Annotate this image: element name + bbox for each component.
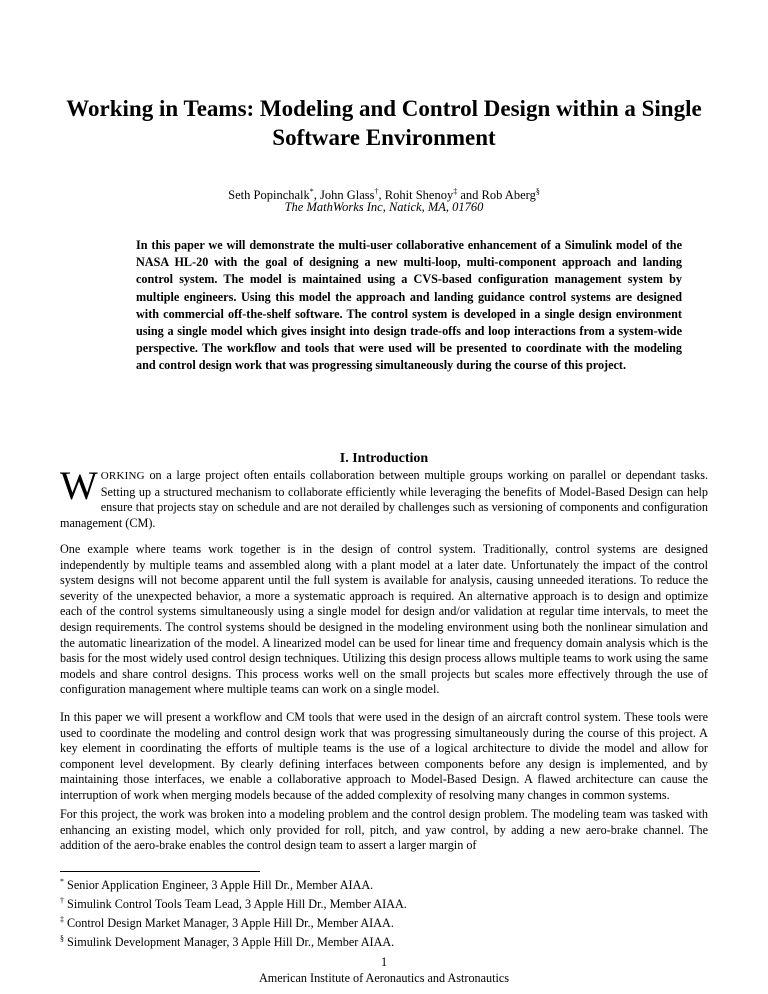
drop-cap: W xyxy=(60,463,98,508)
lead-smallcaps: ORKING xyxy=(100,470,145,482)
body-paragraph: For this project, the work was broken into a modeling problem and the control design problem. The modeling team was tasked with enhancing an existing model, which only provided for roll, pitch, and yaw control, by adding a new aero-brake channel. The addition of the aero-brake enables the control design team to assert a larger margin of xyxy=(60,807,708,853)
author-name: John Glass xyxy=(320,188,375,203)
footnote-text: Control Design Market Manager, 3 Apple Hill Dr., Member AIAA. xyxy=(64,916,394,931)
footnote-mark: † xyxy=(374,187,379,196)
footnote-text: Senior Application Engineer, 3 Apple Hill Dr., Member AIAA. xyxy=(64,878,374,893)
footnote-rule xyxy=(60,871,260,872)
section-heading: I. Introduction xyxy=(339,451,429,466)
paper-title: Working in Teams: Modeling and Control Design within a Single Software Environment xyxy=(66,96,702,150)
footnote-mark: § xyxy=(535,187,540,196)
footnote-mark: ‡ xyxy=(453,187,458,196)
author-name: Rohit Shenoy xyxy=(384,188,454,203)
author-separator: and xyxy=(457,188,482,203)
footnote-text: Simulink Development Manager, 3 Apple Hill Dr., Member AIAA. xyxy=(64,935,395,950)
page-number: 1 xyxy=(380,955,388,969)
footnote xyxy=(60,912,708,931)
body-paragraph xyxy=(60,463,708,531)
affiliation: The MathWorks Inc, Natick, MA, 01760 xyxy=(284,200,484,214)
footnotes xyxy=(60,874,708,950)
footnote xyxy=(60,931,708,950)
body-paragraph: One example where teams work together is in the design of control system. Traditionally, control systems are designed independently by multiple teams and assembled along with a plant model at a later date. Unfortunately the impact of the control system designs will not become apparent until the full system is available for analysis, causing unneeded iterations. To reduce the severity of the unexpected behavior, a more a systematic approach is required. An alternative approach is to design and optimize each of the control systems simultaneously using a single model for design and/or validation at regular time intervals, to meet the design requirements. The control systems should be designed in the modeling environment using both the nonlinear simulation and the automatic linearization of the model. A linearized model can be used for linear time and frequency domain analysis which is the basis for the most widely used control design techniques. Utilizing this design process allows multiple teams to work using the same models and share control designs. This process works well on the small projects but scales more effectively through the use of configuration management where multiple teams can work on a single model. xyxy=(60,542,708,697)
footnote-text: Simulink Control Tools Team Lead, 3 Apple Hill Dr., Member AIAA. xyxy=(64,897,407,912)
paragraph-text: on a large project often entails collaboration between multiple groups working on parallel or dependant tasks. Setting up a structured mechanism to collaborate efficiently while leveraging the benefits of Model-Based Design can help ensure that projects stay on schedule and are not derailed by challenges such as versioning of components and configuration management (CM). xyxy=(60,468,708,530)
author-separator: , xyxy=(313,188,321,203)
footnote-mark: * xyxy=(309,187,314,196)
author-separator: , xyxy=(378,188,385,203)
body-paragraph: In this paper we will present a workflow and CM tools that were used in the design of an aircraft control system. These tools were used to coordinate the modeling and control design work that was progressing simultaneously during the course of this project. A key element in coordinating the efforts of multiple teams is the use of a logical architecture to divide the model and allow for component level development. By clearly defining interfaces between components before any design is implemented, and by maintaining those interfaces, we enable a collaborative approach to Model-Based Design. A flawed architecture can cause the interruption of work when merging models because of the added complexity of resolving many changes in common systems. xyxy=(60,710,708,802)
footnote-mark: † xyxy=(60,896,64,906)
footnote xyxy=(60,874,708,893)
footnote-mark: § xyxy=(60,934,64,944)
footnote xyxy=(60,893,708,912)
abstract: In this paper we will demonstrate the multi-user collaborative enhancement of a Simulink model of the NASA HL-20 with the goal of designing a new multi-loop, multi-component approach and landing control system. The model is maintained using a CVS-based configuration management system by multiple engineers. Using this model the approach and landing guidance control systems are designed with commercial off-the-shelf software. The control system is developed in a single design environment using a single model which gives insight into design trade-offs and loop interactions from a system-wide perspective. The workflow and tools that were used will be presented to coordinate with the modeling and control design work that was progressing simultaneously during the course of this project. xyxy=(136,238,682,373)
footnote-mark: * xyxy=(60,877,64,886)
author-name: Seth Popinchalk xyxy=(228,188,310,203)
journal-footer: American Institute of Aeronautics and Astronautics xyxy=(258,971,510,985)
author-name: Rob Aberg xyxy=(481,188,536,203)
footnote-mark: ‡ xyxy=(60,915,64,925)
